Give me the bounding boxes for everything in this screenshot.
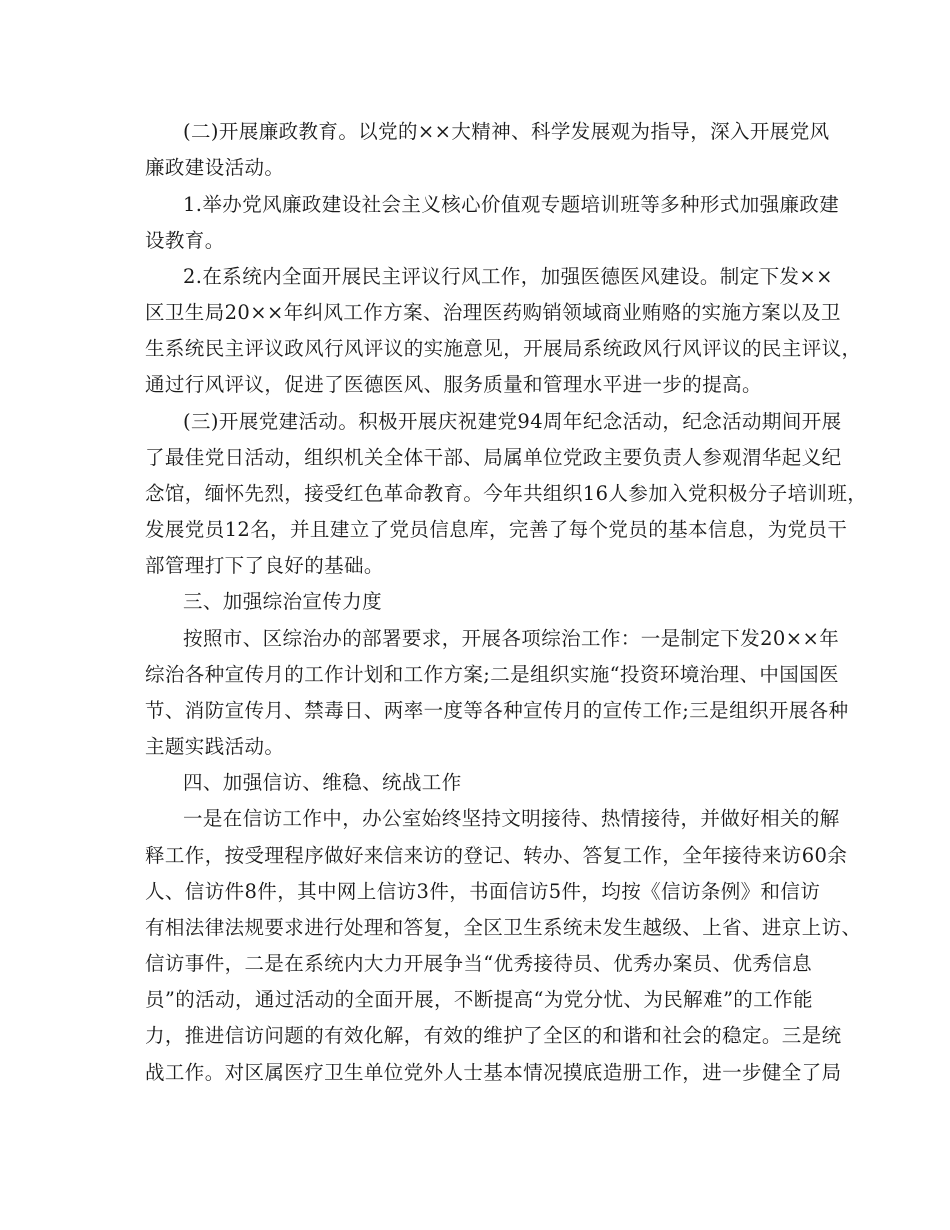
paragraph-line: 生系统民主评议政风行风评议的实施意见，开展局系统政风行风评议的民主评议， xyxy=(145,337,862,360)
paragraph-line: 主题实践活动。 xyxy=(145,735,285,758)
paragraph-line: 2.在系统内全面开展民主评议行风工作，加强医德医风建设。制定下发×× xyxy=(183,265,833,288)
paragraph-line: 廉政建设活动。 xyxy=(145,156,285,179)
paragraph-line: 释工作，按受理程序做好来信来访的登记、转办、答复工作，全年接待来访60余 xyxy=(145,844,848,867)
paragraph-line: 部管理打下了良好的基础。 xyxy=(145,554,384,577)
paragraph-line: 一是在信访工作中，办公室始终坚持文明接待、热情接待，并做好相关的解 xyxy=(183,807,840,830)
section-heading: 三、加强综治宣传力度 xyxy=(183,590,383,613)
section-heading: 四、加强信访、维稳、统战工作 xyxy=(183,771,462,794)
paragraph-line: 战工作。对区属医疗卫生单位党外人士基本情况摸底造册工作，进一步健全了局 xyxy=(145,1061,842,1084)
paragraph-line: 区卫生局20××年纠风工作方案、治理医药购销领域商业贿赂的实施方案以及卫 xyxy=(145,301,841,324)
paragraph-line: 信访事件，二是在系统内大力开展争当“优秀接待员、优秀办案员、优秀信息 xyxy=(145,952,813,975)
paragraph-line: 力，推进信访问题的有效化解，有效的维护了全区的和谐和社会的稳定。三是统 xyxy=(145,1024,842,1047)
paragraph-line: 综治各种宣传月的工作计划和工作方案;二是组织实施“投资环境治理、中国国医 xyxy=(145,663,839,686)
paragraph-line: 通过行风评议，促进了医德医风、服务质量和管理水平进一步的提高。 xyxy=(145,373,762,396)
paragraph-line: 有相法律法规要求进行处理和答复，全区卫生系统未发生越级、上省、进京上访、 xyxy=(145,916,862,939)
paragraph-line: 节、消防宣传月、禁毒日、两率一度等各种宣传月的宣传工作;三是组织开展各种 xyxy=(145,699,849,722)
paragraph-line: 按照市、区综治办的部署要求，开展各项综治工作：一是制定下发20××年 xyxy=(183,627,840,650)
paragraph-line: 人、信访件8件，其中网上信访3件，书面信访5件，均按《信访条例》和信访 xyxy=(145,880,821,903)
paragraph-line: 念馆，缅怀先烈，接受红色革命教育。今年共组织16人参加入党积极分子培训班， xyxy=(145,482,868,505)
paragraph-line: (二)开展廉政教育。以党的××大精神、科学发展观为指导，深入开展党风 xyxy=(183,120,830,143)
paragraph-line: 设教育。 xyxy=(145,229,225,252)
paragraph-line: (三)开展党建活动。积极开展庆祝建党94周年纪念活动，纪念活动期间开展 xyxy=(183,410,842,433)
paragraph-line: 了最佳党日活动，组织机关全体干部、局属单位党政主要负责人参观渭华起义纪 xyxy=(145,446,842,469)
paragraph-line: 员”的活动，通过活动的全面开展，不断提高“为党分忧、为民解难”的工作能 xyxy=(145,988,813,1011)
paragraph-line: 发展党员12名，并且建立了党员信息库，完善了每个党员的基本信息，为党员干 xyxy=(145,518,848,541)
paragraph-line: 1.举办党风廉政建设社会主义核心价值观专题培训班等多种形式加强廉政建 xyxy=(183,193,840,216)
